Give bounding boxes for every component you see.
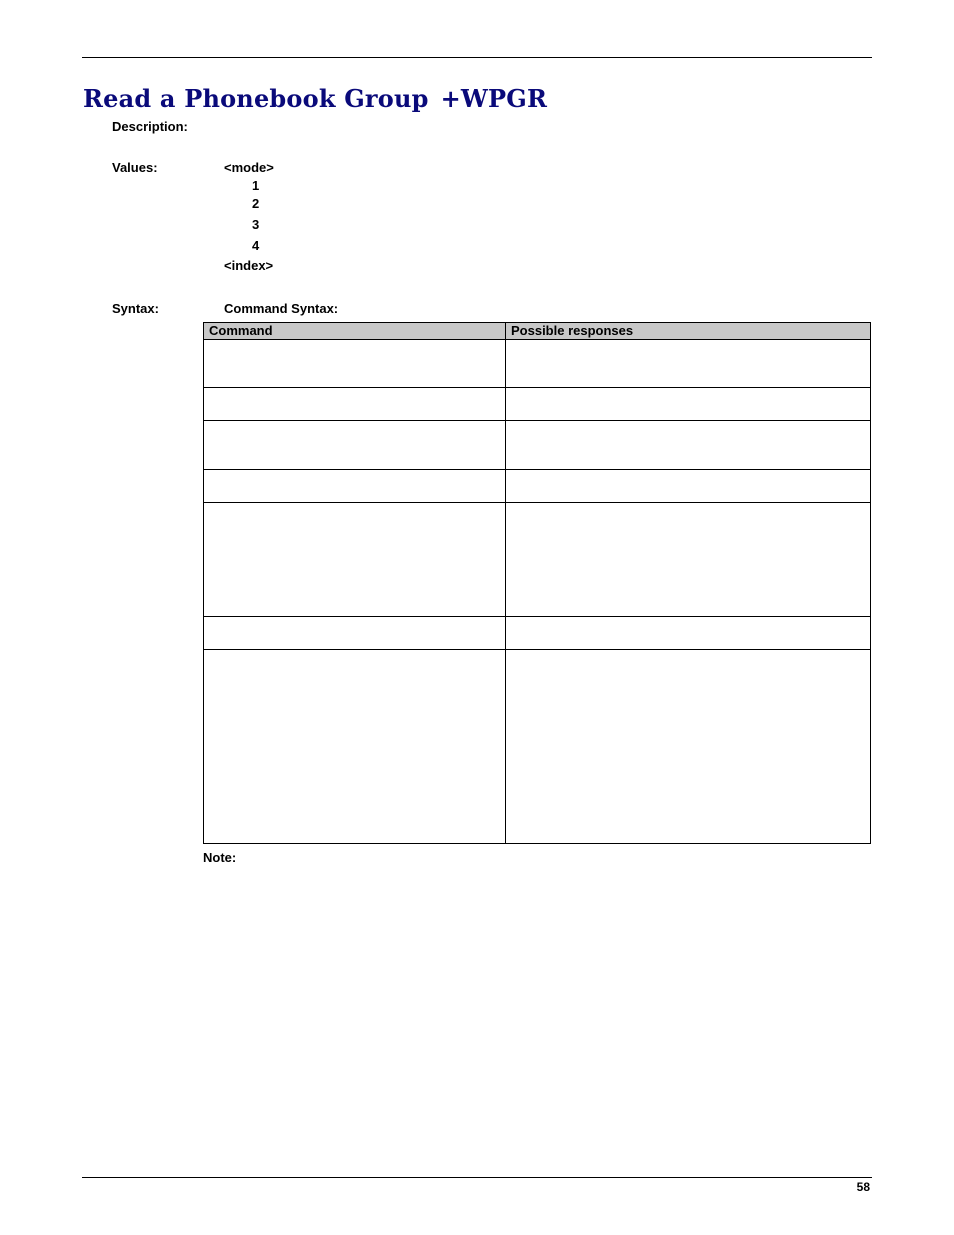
table-row xyxy=(204,650,871,844)
description-label: Description: xyxy=(112,119,188,134)
table-row xyxy=(204,388,871,421)
syntax-label: Syntax: xyxy=(112,301,159,316)
page-number: 58 xyxy=(856,1180,870,1194)
table-row xyxy=(204,617,871,650)
note-label: Note: xyxy=(203,850,237,865)
header-rule xyxy=(82,57,872,58)
footer-rule xyxy=(82,1177,872,1178)
command-cell xyxy=(204,388,506,421)
column-header-command: Command xyxy=(204,323,506,340)
title-main: Read a Phonebook Group xyxy=(83,84,429,113)
mode-option-3: 3 xyxy=(252,217,260,232)
response-cell xyxy=(506,421,871,470)
mode-option-2: 2 xyxy=(252,196,260,211)
command-cell xyxy=(204,617,506,650)
table-row xyxy=(204,421,871,470)
column-header-responses: Possible responses xyxy=(506,323,871,340)
table-row xyxy=(204,340,871,388)
index-param: <index> xyxy=(224,258,274,273)
response-cell xyxy=(506,650,871,844)
response-cell xyxy=(506,340,871,388)
table-row xyxy=(204,470,871,503)
response-cell xyxy=(506,617,871,650)
title-command: +WPGR xyxy=(440,84,548,113)
table-header-row xyxy=(204,323,871,340)
response-cell xyxy=(506,503,871,617)
page-title xyxy=(83,84,547,113)
mode-param: <mode> xyxy=(224,160,274,175)
values-label: Values: xyxy=(112,160,158,175)
command-syntax-heading: Command Syntax: xyxy=(224,301,339,316)
command-cell xyxy=(204,470,506,503)
mode-option-1: 1 xyxy=(252,178,260,193)
command-cell xyxy=(204,340,506,388)
command-cell xyxy=(204,421,506,470)
response-cell xyxy=(506,388,871,421)
command-syntax-table xyxy=(203,322,871,844)
response-cell xyxy=(506,470,871,503)
table-row xyxy=(204,503,871,617)
command-cell xyxy=(204,503,506,617)
mode-option-4: 4 xyxy=(252,238,260,253)
command-cell xyxy=(204,650,506,844)
